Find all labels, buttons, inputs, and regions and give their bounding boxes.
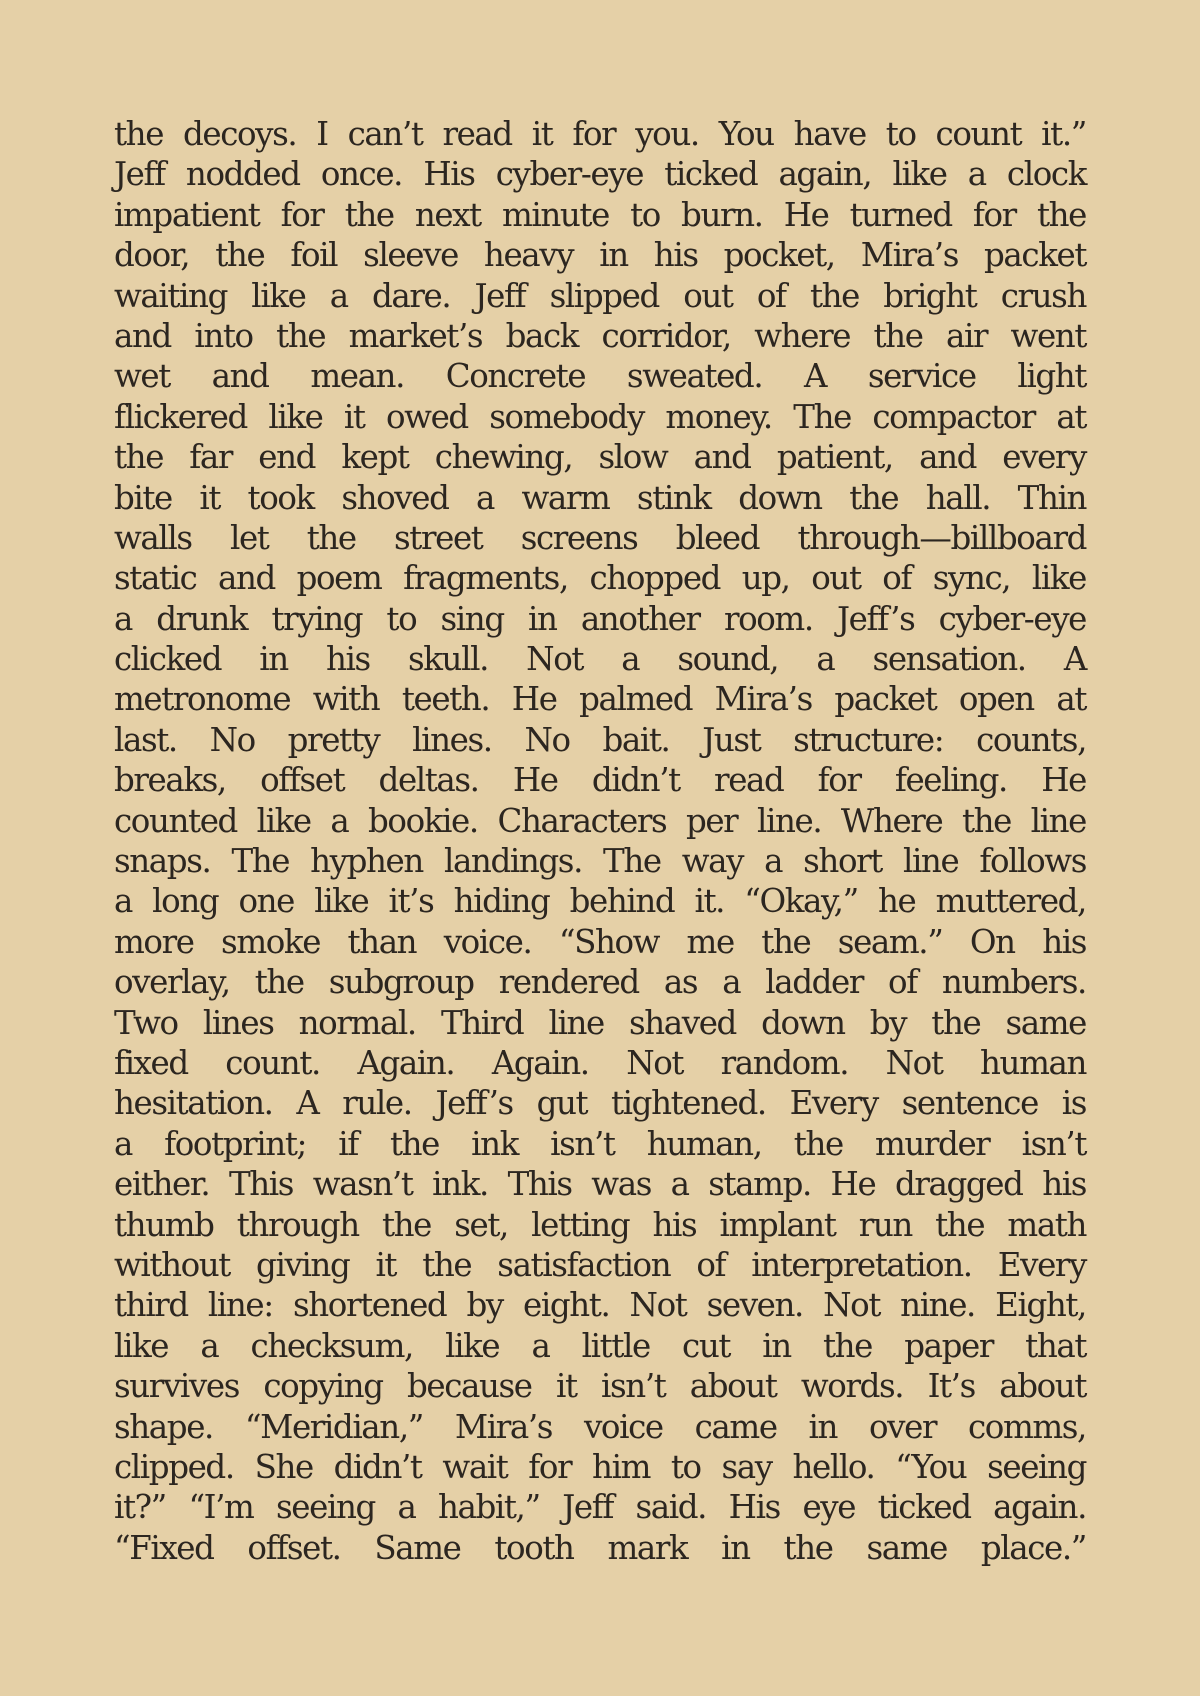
- text-line: more smoke than voice. “Show me the seam.” On his: [114, 922, 1086, 961]
- text-line: clicked in his skull. Not a sound, a sensation. A: [114, 640, 1086, 679]
- text-line: the far end kept chewing, slow and patient, and every: [114, 438, 1086, 477]
- text-line: waiting like a dare. Jeff slipped out of the bright crush: [114, 276, 1086, 315]
- text-line: survives copying because it isn’t about words. It’s about: [114, 1367, 1086, 1406]
- text-line: hesitation. A rule. Jeff’s gut tightened. Every sentence is: [114, 1084, 1086, 1123]
- text-line: overlay, the subgroup rendered as a ladder of numbers.: [114, 963, 1086, 1002]
- text-line: a long one like it’s hiding behind it. “Okay,” he muttered,: [114, 882, 1086, 921]
- text-line: and into the market’s back corridor, where the air went: [114, 316, 1086, 355]
- text-line: walls let the street screens bleed through—billboard: [114, 518, 1086, 557]
- text-line: third line: shortened by eight. Not seven. Not nine. Eight,: [114, 1286, 1086, 1325]
- text-line: door, the foil sleeve heavy in his pocket, Mira’s packet: [114, 236, 1086, 275]
- text-line: flickered like it owed somebody money. The compactor at: [114, 397, 1086, 436]
- text-line: thumb through the set, letting his implant run the math: [114, 1205, 1086, 1244]
- text-line: the decoys. I can’t read it for you. You have to count it.”: [114, 115, 1086, 153]
- text-line: fixed count. Again. Again. Not random. Not human: [114, 1043, 1086, 1082]
- text-line: without giving it the satisfaction of interpretation. Every: [114, 1245, 1086, 1284]
- text-line: static and poem fragments, chopped up, out of sync, like: [114, 559, 1086, 598]
- text-line: snaps. The hyphen landings. The way a short line follows: [114, 842, 1086, 881]
- text-line: last. No pretty lines. No bait. Just structure: counts,: [114, 720, 1086, 759]
- text-line: metronome with teeth. He palmed Mira’s packet open at: [114, 680, 1086, 719]
- text-line: counted like a bookie. Characters per line. Where the line: [114, 801, 1086, 840]
- text-line: a footprint; if the ink isn’t human, the murder isn’t: [114, 1124, 1086, 1163]
- text-line: bite it took shoved a warm stink down the hall. Thin: [114, 478, 1086, 517]
- text-line: wet and mean. Concrete sweated. A service light: [114, 357, 1086, 396]
- text-line: clipped. She didn’t wait for him to say hello. “You seeing: [114, 1447, 1086, 1486]
- story-page: [114, 114, 1086, 1614]
- text-line: impatient for the next minute to burn. He turned for the: [114, 195, 1086, 234]
- text-line: Two lines normal. Third line shaved down by the same: [114, 1003, 1086, 1042]
- text-line: breaks, offset deltas. He didn’t read for feeling. He: [114, 761, 1086, 800]
- text-line: a drunk trying to sing in another room. Jeff’s cyber-eye: [114, 599, 1086, 638]
- text-line: it?” “I’m seeing a habit,” Jeff said. His eye ticked again.: [114, 1488, 1086, 1527]
- text-line: Jeff nodded once. His cyber-eye ticked again, like a clock: [114, 155, 1086, 194]
- text-line: either. This wasn’t ink. This was a stamp. He dragged his: [114, 1165, 1086, 1204]
- text-line: like a checksum, like a little cut in the paper that: [114, 1326, 1086, 1365]
- text-line: “Fixed offset. Same tooth mark in the same place.”: [114, 1528, 1086, 1567]
- text-line: shape. “Meridian,” Mira’s voice came in over comms,: [114, 1407, 1086, 1446]
